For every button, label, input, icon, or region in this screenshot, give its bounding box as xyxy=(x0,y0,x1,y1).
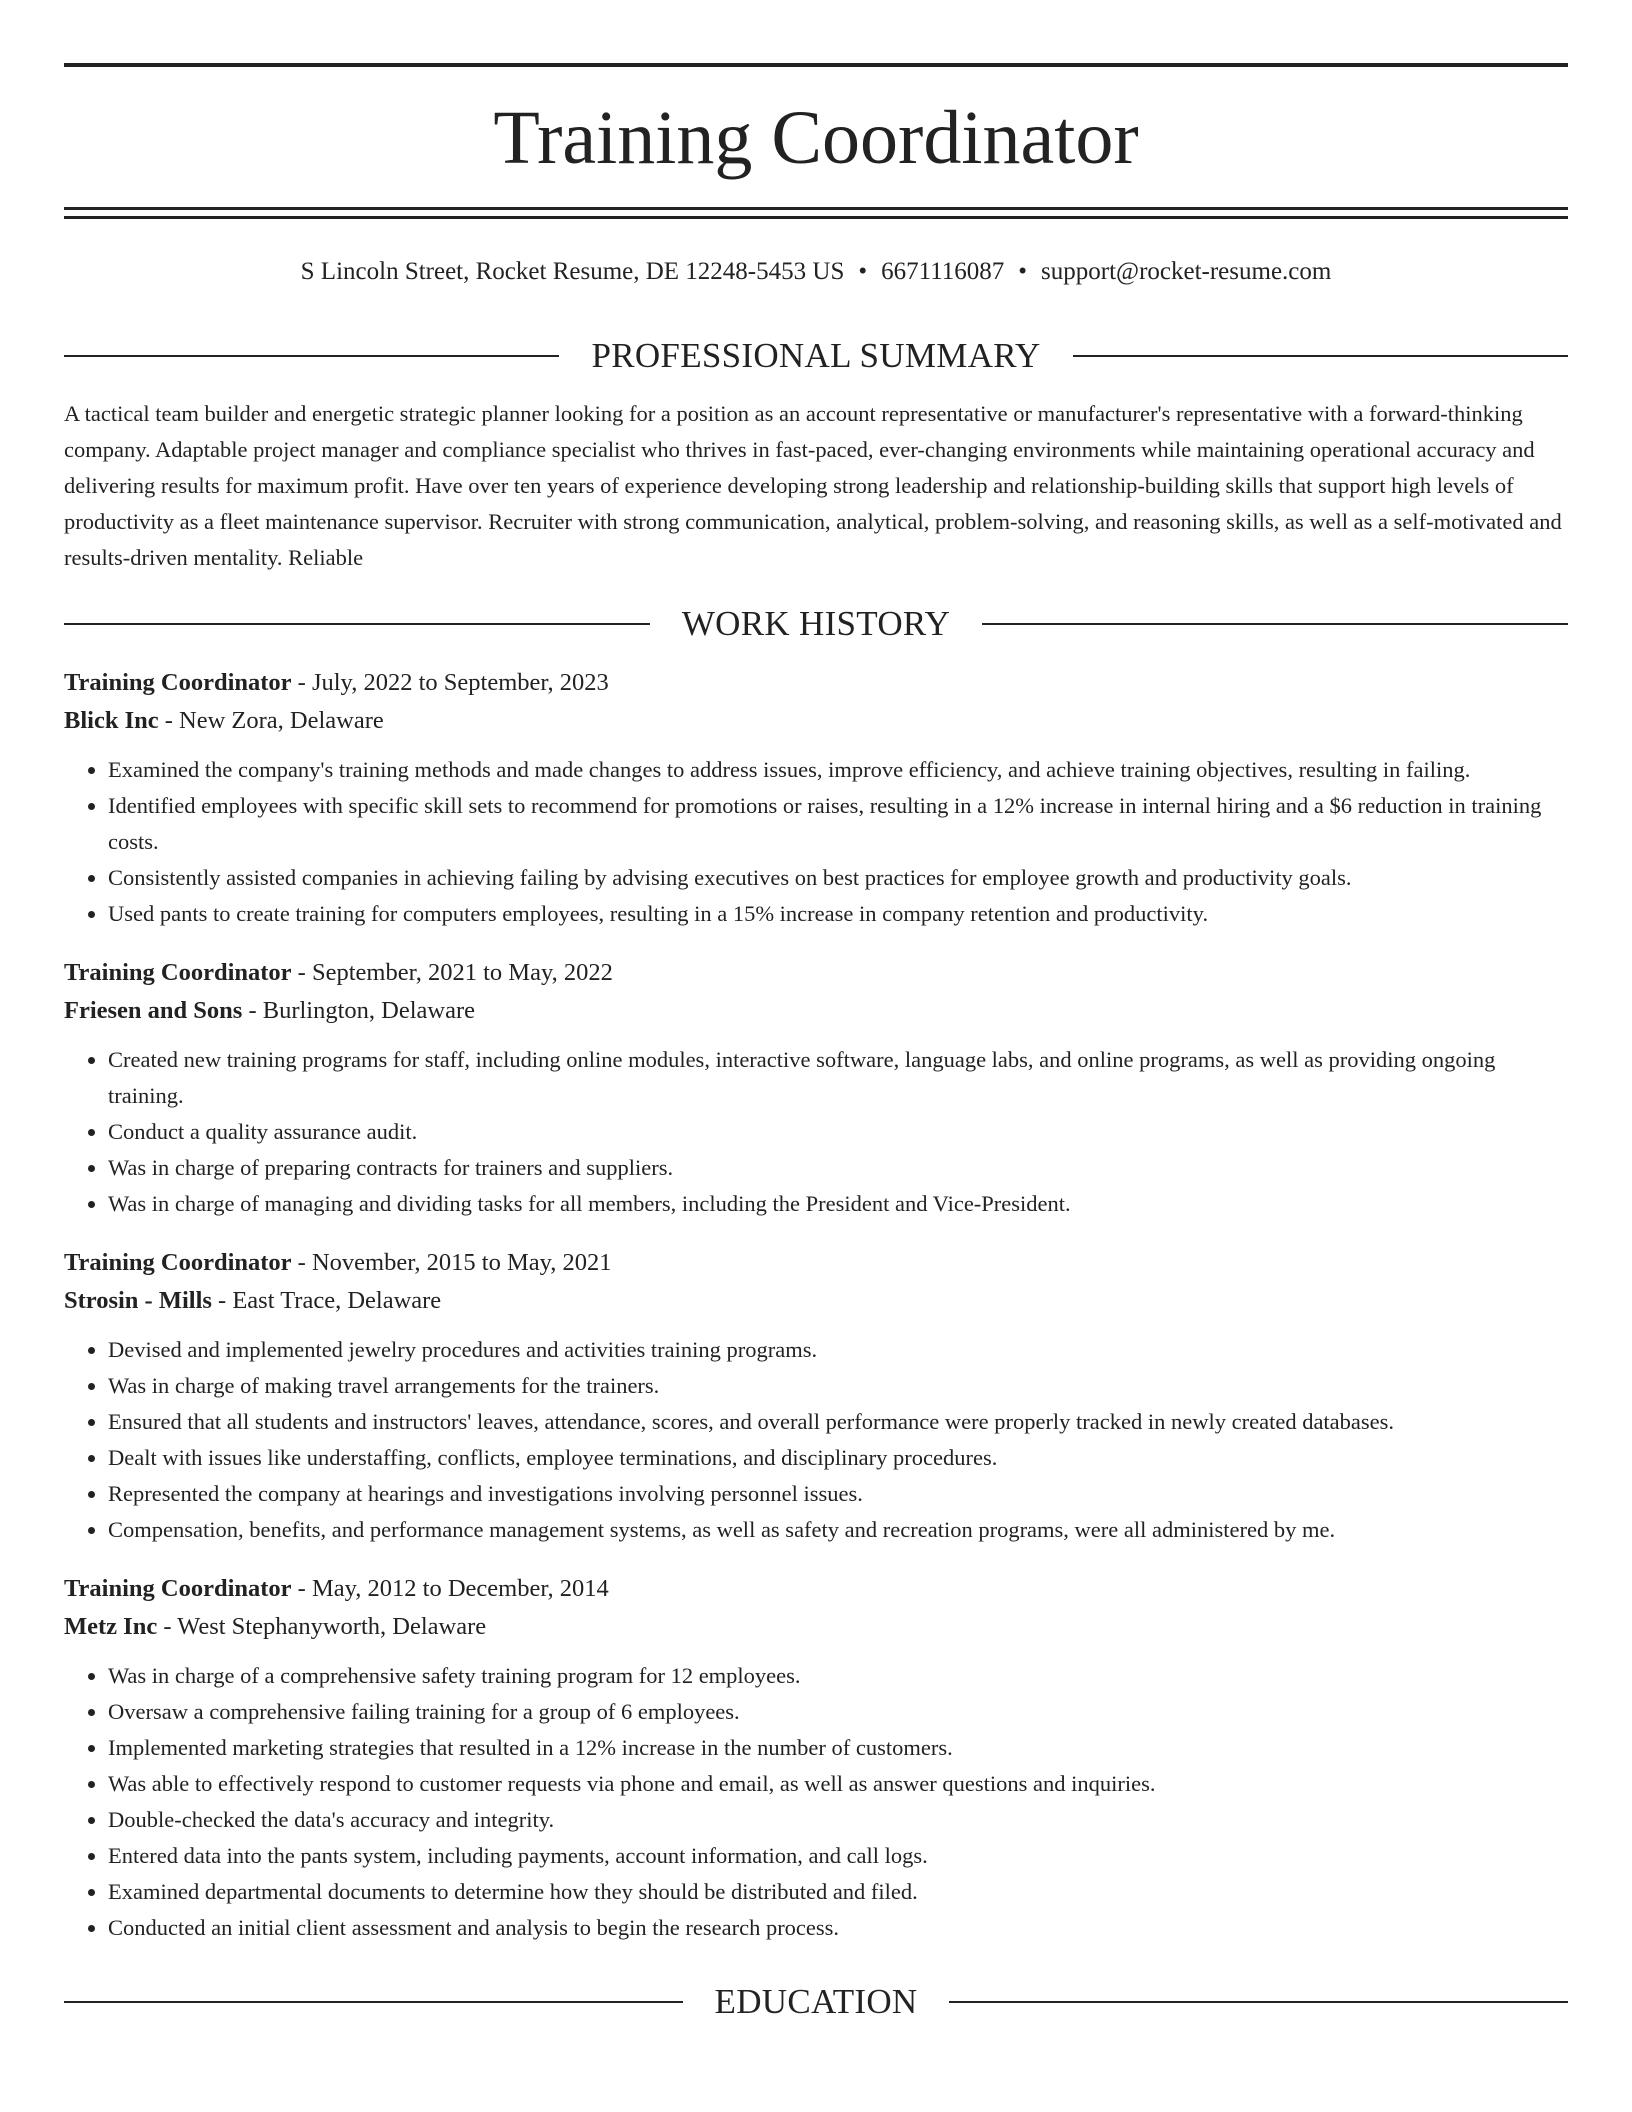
header-bottom-rule-second xyxy=(64,216,1568,219)
job-entry xyxy=(64,954,1568,1222)
job-title-line xyxy=(64,1570,1568,1608)
header-bottom-rule xyxy=(64,207,1568,210)
job-bullet: • Created new training programs for staff, including online modules, interactive software, language labs, and online programs, as well as providing ongoing training. xyxy=(108,1042,1568,1114)
job-bullet: • Examined the company's training methods and made changes to address issues, improve efficiency, and achieve training objectives, resulting in failing. xyxy=(108,752,1568,788)
job-bullet-list xyxy=(64,752,1568,932)
job-dates: - July, 2022 to September, 2023 xyxy=(291,669,609,696)
job-bullet: • Was in charge of making travel arrangements for the trainers. xyxy=(108,1368,1568,1404)
contact-line xyxy=(64,254,1568,290)
job-bullet: • Double-checked the data's accuracy and integrity. xyxy=(108,1802,1568,1838)
job-bullet: • Was able to effectively respond to customer requests via phone and email, as well as answer questions and inquiries. xyxy=(108,1766,1568,1802)
job-bullet: • Compensation, benefits, and performance management systems, as well as safety and recreation programs, were all administered by me. xyxy=(108,1512,1568,1548)
job-dates: - May, 2012 to December, 2014 xyxy=(291,1575,609,1602)
resume-content xyxy=(64,330,1568,2028)
job-bullet-list xyxy=(64,1042,1568,1222)
job-bullet: • Entered data into the pants system, including payments, account information, and call logs. xyxy=(108,1838,1568,1874)
job-bullet: • Dealt with issues like understaffing, conflicts, employee terminations, and disciplinary procedures. xyxy=(108,1440,1568,1476)
job-bullet: • Was in charge of managing and dividing tasks for all members, including the President and Vice-President. xyxy=(108,1186,1568,1222)
heading-rule-left xyxy=(64,355,559,357)
job-bullet: • Identified employees with specific skill sets to recommend for promotions or raises, resulting in a 12% increase in internal hiring and a $6 reduction in training costs. xyxy=(108,788,1568,860)
job-location: - Burlington, Delaware xyxy=(242,997,476,1024)
job-location: - West Stephanyworth, Delaware xyxy=(157,1613,487,1640)
job-title: Training Coordinator xyxy=(64,1575,292,1602)
header-top-rule xyxy=(64,63,1568,67)
section-heading-label: PROFESSIONAL SUMMARY xyxy=(591,336,1041,375)
job-bullet: • Conduct a quality assurance audit. xyxy=(108,1114,1568,1150)
job-entry xyxy=(64,1244,1568,1548)
job-dates: - November, 2015 to May, 2021 xyxy=(291,1249,612,1276)
summary-text: A tactical team builder and energetic strategic planner looking for a position as an account representative or manufacturer's representative with a forward-thinking company. Adaptable project manager and compliance specialist who thrives in fast-paced, ever-changing environments while maintaining operational accuracy and delivering results for maximum profit. Have over ten years of experience developing strong leadership and relationship-building skills that support high levels of productivity as a fleet maintenance supervisor. Recruiter with strong communication, analytical, problem-solving, and reasoning skills, as well as a self-motivated and results-driven mentality. Reliable xyxy=(64,401,1562,570)
section-heading-work xyxy=(64,598,1568,650)
section-heading-label: WORK HISTORY xyxy=(681,604,951,643)
contact-email: support@rocket-resume.com xyxy=(1041,258,1332,285)
contact-separator: • xyxy=(1018,258,1028,285)
heading-rule-left xyxy=(64,623,650,625)
job-bullet: • Ensured that all students and instructors' leaves, attendance, scores, and overall performance were properly tracked in newly created databases. xyxy=(108,1404,1568,1440)
job-bullet: • Consistently assisted companies in achieving failing by advising executives on best practices for employee growth and productivity goals. xyxy=(108,860,1568,896)
job-title: Training Coordinator xyxy=(64,959,292,986)
job-bullet: • Devised and implemented jewelry procedures and activities training programs. xyxy=(108,1332,1568,1368)
job-company: Friesen and Sons xyxy=(64,997,243,1024)
job-company-line xyxy=(64,702,1568,740)
job-bullet-list xyxy=(64,1658,1568,1946)
contact-address: S Lincoln Street, Rocket Resume, DE 12248-5453 US xyxy=(300,258,845,285)
work-history-list xyxy=(64,664,1568,1946)
job-entry xyxy=(64,664,1568,932)
job-company: Strosin - Mills xyxy=(64,1287,212,1314)
job-title: Training Coordinator xyxy=(64,1249,292,1276)
contact-phone: 6671116087 xyxy=(881,258,1005,285)
job-company-line xyxy=(64,1282,1568,1320)
heading-rule-right xyxy=(949,2001,1568,2003)
contact-separator: • xyxy=(858,258,868,285)
job-company: Blick Inc xyxy=(64,707,159,734)
job-bullet-list xyxy=(64,1332,1568,1548)
job-bullet: • Examined departmental documents to determine how they should be distributed and filed. xyxy=(108,1874,1568,1910)
section-heading-summary xyxy=(64,330,1568,382)
job-company: Metz Inc xyxy=(64,1613,158,1640)
heading-rule-right xyxy=(982,623,1568,625)
job-bullet: • Was in charge of preparing contracts for trainers and suppliers. xyxy=(108,1150,1568,1186)
resume-title: Training Coordinator xyxy=(493,96,1139,180)
section-heading-label: EDUCATION xyxy=(714,1982,918,2021)
job-entry xyxy=(64,1570,1568,1946)
job-title: Training Coordinator xyxy=(64,669,292,696)
job-bullet: • Conducted an initial client assessment and analysis to begin the research process. xyxy=(108,1910,1568,1946)
job-bullet: • Implemented marketing strategies that resulted in a 12% increase in the number of customers. xyxy=(108,1730,1568,1766)
job-title-line xyxy=(64,954,1568,992)
job-location: - East Trace, Delaware xyxy=(211,1287,442,1314)
job-bullet: • Used pants to create training for computers employees, resulting in a 15% increase in company retention and productivity. xyxy=(108,896,1568,932)
job-bullet: • Represented the company at hearings and investigations involving personnel issues. xyxy=(108,1476,1568,1512)
education-section xyxy=(64,1976,1568,2028)
heading-rule-left xyxy=(64,2001,683,2003)
section-heading-education xyxy=(64,1976,1568,2028)
job-title-line xyxy=(64,664,1568,702)
job-title-line xyxy=(64,1244,1568,1282)
job-company-line xyxy=(64,1608,1568,1646)
heading-rule-right xyxy=(1073,355,1568,357)
job-company-line xyxy=(64,992,1568,1030)
job-location: - New Zora, Delaware xyxy=(158,707,384,734)
job-bullet: • Was in charge of a comprehensive safety training program for 12 employees. xyxy=(108,1658,1568,1694)
job-dates: - September, 2021 to May, 2022 xyxy=(291,959,613,986)
job-bullet: • Oversaw a comprehensive failing training for a group of 6 employees. xyxy=(108,1694,1568,1730)
